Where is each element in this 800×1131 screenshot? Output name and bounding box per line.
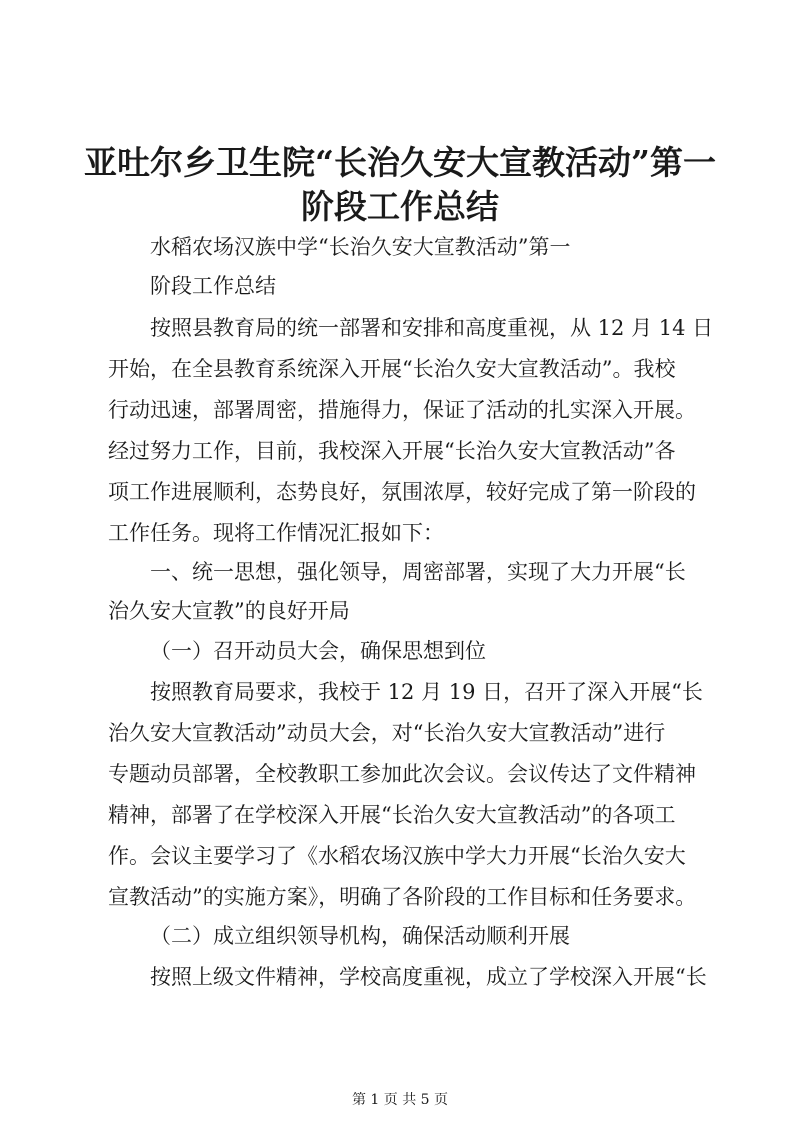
paragraph-line: 项工作进展顺利，态势良好，氛围浓厚，较好完成了第一阶段的 [108,480,696,504]
paragraph-line: 按照县教育局的统一部署和安排和高度重视，从 12 月 14 日 [150,316,714,340]
document-title-line-1: 亚吐尔乡卫生院“长治久安大宣教活动”第一 [84,143,716,182]
paragraph-line: 行动迅速，部署周密，措施得力，保证了活动的扎实深入开展。 [108,398,696,422]
paragraph-line: 精神，部署了在学校深入开展“长治久安大宣教活动”的各项工 [108,803,676,827]
subtitle-line-1: 水稻农场汉族中学“长治久安大宣教活动”第一 [150,235,571,259]
paragraph-line: 经过努力工作，目前，我校深入开展“长治久安大宣教活动”各 [108,439,676,463]
document-title-line-2: 阶段工作总结 [301,187,499,226]
section-heading-line-1: 一、统一思想，强化领导，周密部署，实现了大力开展“长 [150,560,686,584]
paragraph-line: 宣教活动”的实施方案》，明确了各阶段的工作目标和任务要求。 [108,885,697,909]
paragraph-line: 专题动员部署，全校教职工参加此次会议。会议传达了文件精神 [108,762,696,786]
paragraph-line: 治久安大宣教活动”动员大会，对“长治久安大宣教活动”进行 [108,721,666,745]
paragraph-line: 开始，在全县教育系统深入开展“长治久安大宣教活动”。我校 [108,357,676,381]
paragraph-line: 按照教育局要求，我校于 12 月 19 日，召开了深入开展“长 [150,680,703,704]
section-heading-line-2: 治久安大宣教”的良好开局 [108,599,350,623]
page-footer: 第 1 页 共 5 页 [351,1092,449,1108]
paragraph-line: 工作任务。现将工作情况汇报如下： [108,521,444,545]
subsection-heading-2: （二）成立组织领导机构，确保活动顺利开展 [150,924,570,948]
subsection-heading-1: （一）召开动员大会，确保思想到位 [150,639,486,663]
subtitle-line-2: 阶段工作总结 [150,274,276,298]
paragraph-line: 按照上级文件精神，学校高度重视，成立了学校深入开展“长 [150,965,707,989]
paragraph-line: 作。会议主要学习了《水稻农场汉族中学大力开展“长治久安大 [108,844,686,868]
